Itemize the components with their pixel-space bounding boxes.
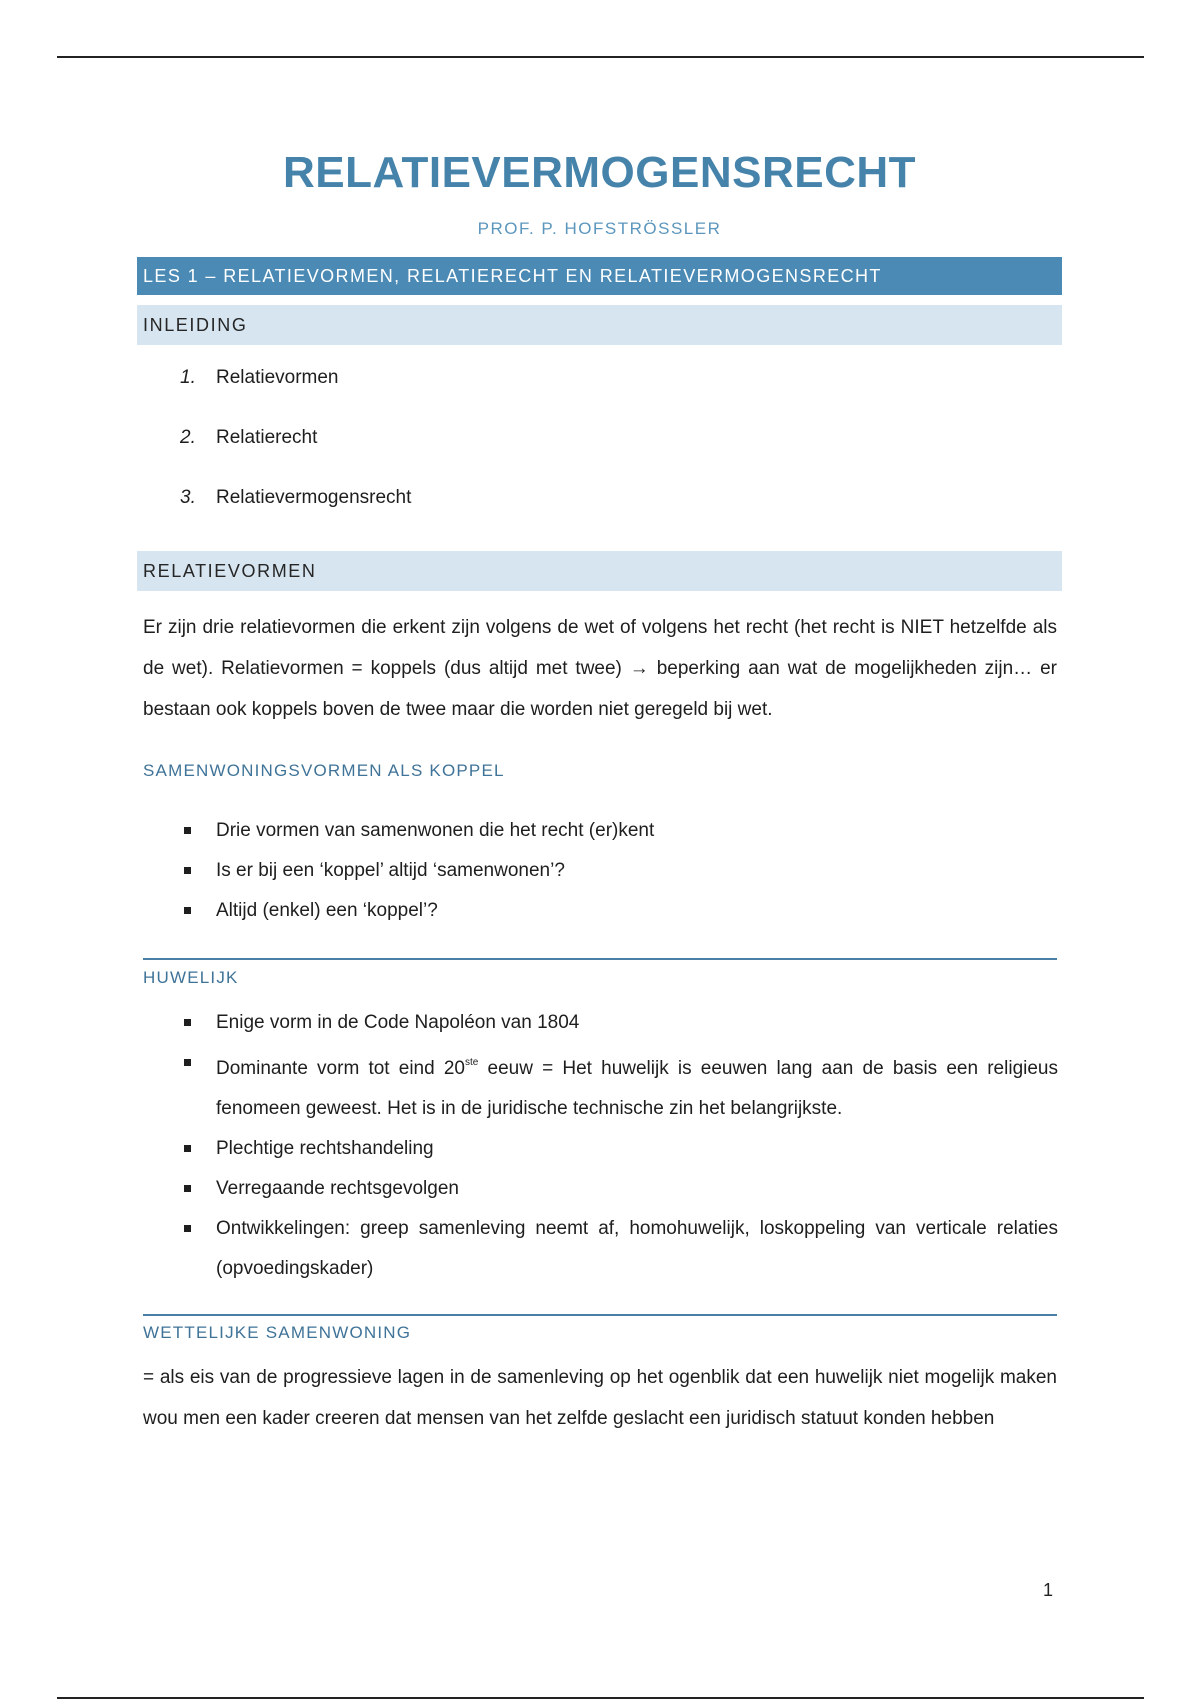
list-item: Is er bij een ‘koppel’ altijd ‘samenwonen’? <box>137 851 1058 891</box>
wettelijke-samenwoning-paragraph: = als eis van de progressieve lagen in de samenleving op het ogenblik dat een huwelijk niet mogelijk maken wou men een kader creeren dat mensen van het zelfde geslacht een juridisch statuut konden hebben <box>143 1367 1057 1429</box>
relatievormen-paragraph: Er zijn drie relatievormen die erkent zijn volgens de wet of volgens het recht (het recht is NIET hetzelfde als de wet). Relatievormen = koppels (dus altijd met twee) → beperking aan wat de mogelijkheden zijn… er bestaan ook koppels boven de twee maar die worden niet geregeld bij wet. <box>143 617 1057 720</box>
list-item: Altijd (enkel) een ‘koppel’? <box>137 891 1058 931</box>
list-item: Plechtige rechtshandeling <box>137 1129 1058 1169</box>
subheading-wettelijke-samenwoning: WETTELIJKE SAMENWONING <box>143 1323 412 1342</box>
list-label: Relatierecht <box>216 427 318 448</box>
bullet-icon <box>184 1019 191 1026</box>
page-number: 1 <box>1043 1580 1054 1600</box>
bullet-icon <box>184 1185 191 1192</box>
list-number: 2. <box>180 427 196 448</box>
huwelijk-list <box>137 1003 1062 1289</box>
list-number: 3. <box>180 487 196 508</box>
list-item <box>137 426 1062 486</box>
list-item: Drie vormen van samenwonen die het recht (er)kent <box>137 811 1058 851</box>
superscript: ste <box>465 1057 479 1068</box>
samenwoningsvormen-list <box>137 811 1062 931</box>
document-author: PROF. P. HOFSTRÖSSLER <box>477 219 722 238</box>
list-item: Verregaande rechtsgevolgen <box>137 1169 1058 1209</box>
list-item: Dominante vorm tot eind 20ste eeuw = Het huwelijk is eeuwen lang aan de basis een religieus fenomeen geweest. Het is in de juridische technische zin het belangrijkste. <box>137 1043 1058 1129</box>
lesson-heading: LES 1 – RELATIEVORMEN, RELATIERECHT EN RELATIEVERMOGENSRECHT <box>137 257 1062 295</box>
bullet-icon <box>184 1145 191 1152</box>
bullet-icon <box>184 1225 191 1232</box>
list-item <box>137 366 1062 426</box>
page-bottom-rule <box>57 1697 1144 1699</box>
list-item: Enige vorm in de Code Napoléon van 1804 <box>137 1003 1058 1043</box>
section-heading-relatievormen: RELATIEVORMEN <box>137 551 1062 591</box>
section-heading-inleiding: INLEIDING <box>137 305 1062 345</box>
list-label: Relatievormen <box>216 367 339 388</box>
subheading-samenwoningsvormen: SAMENWONINGSVORMEN ALS KOPPEL <box>143 761 505 780</box>
list-item: Ontwikkelingen: greep samenleving neemt af, homohuwelijk, loskoppeling van verticale relaties (opvoedingskader) <box>137 1209 1058 1289</box>
inleiding-list <box>137 366 1062 546</box>
list-number: 1. <box>180 367 196 388</box>
subheading-huwelijk: HUWELIJK <box>143 968 239 987</box>
bullet-icon <box>184 907 191 914</box>
list-label: Relatievermogensrecht <box>216 487 412 508</box>
page-top-rule <box>57 56 1144 58</box>
bullet-icon <box>184 1059 191 1066</box>
section-divider <box>143 958 1057 960</box>
document-title: RELATIEVERMOGENSRECHT <box>282 148 917 197</box>
section-divider <box>143 1314 1057 1316</box>
list-item <box>137 486 1062 546</box>
bullet-icon <box>184 867 191 874</box>
bullet-icon <box>184 827 191 834</box>
